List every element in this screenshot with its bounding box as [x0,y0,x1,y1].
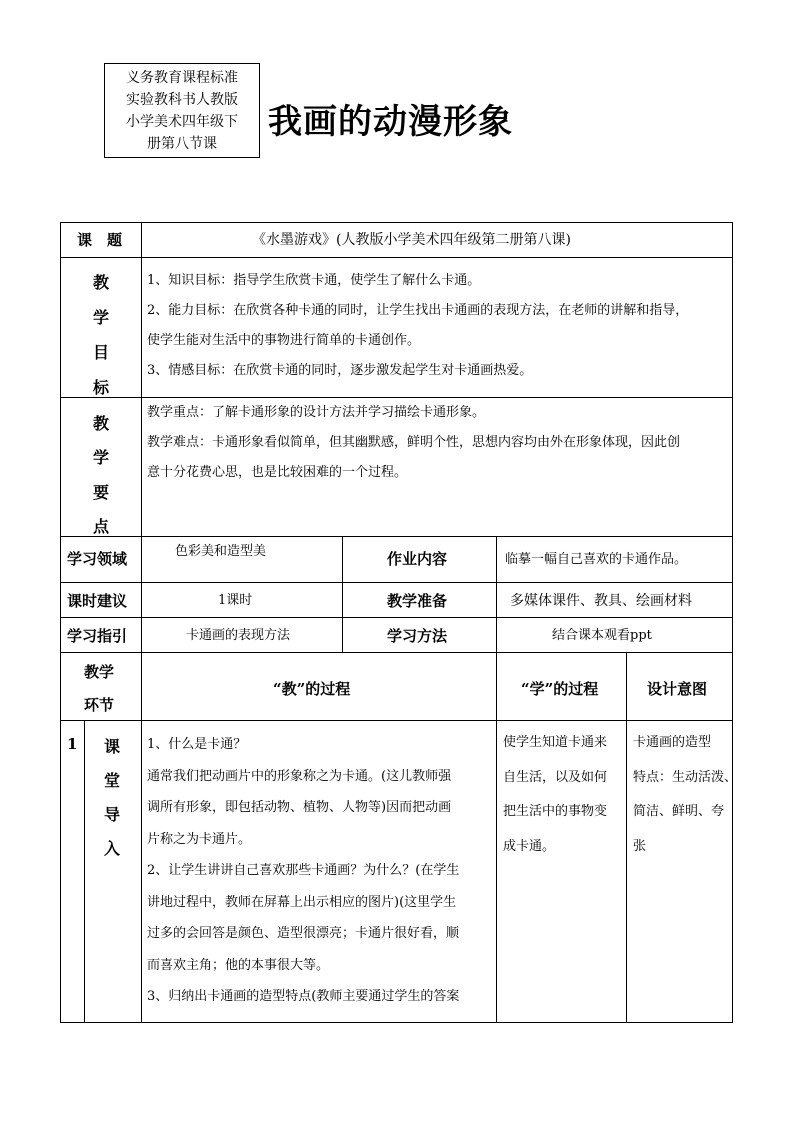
teach-line: 通常我们把动画片中的形象称之为卡通。(这儿教师强 [147,768,452,784]
course-info-line: 册第八节课 [147,136,217,152]
keypoint-line: 教学难点：卡通形象看似简单，但其幽默感，鲜明个性，思想内容均由外在形象体现，因此创 [147,435,681,450]
keypoint-line: 意十分花费心思，也是比较困难的一个过程。 [147,465,408,480]
homework-value: 临摹一幅自己喜欢的卡通作品。 [505,552,688,567]
hours-label: 课时建议 [67,592,128,610]
objective-line: 2、能力目标：在欣赏各种卡通的同时，让学生找出卡通画的表现方法，在老师的讲解和指导， [147,303,689,318]
teach-line: 过多的会回答是颜色、造型很漂亮；卡通片很好看，顺 [147,926,460,941]
course-info-line: 义务教育课程标准 [126,70,238,86]
course-info-line: 小学美术四年级下 [126,114,238,130]
teach-line: 2、让学生讲讲自己喜欢那些卡通画？为什么？(在学生 [147,863,460,878]
teach-line: 1、什么是卡通？ [147,737,247,752]
stage-name-char: 课 [103,737,120,756]
design-intent-text [633,726,737,864]
page-title: 我画的动漫形象 [268,102,513,142]
objectives-text [147,266,688,386]
objectives-label-char: 标 [92,378,109,397]
method-label: 学习方法 [387,627,448,645]
learn-line: 自生活，以及如何 [503,769,608,785]
objectives-label-char: 教 [92,273,109,292]
learn-line: 把生活中的事物变 [503,804,608,819]
homework-label: 作业内容 [387,550,448,568]
design-line: 卡通画的造型 [633,735,712,750]
method-value: 结合课本观看ppt [552,628,652,643]
col-design-header: 设计意图 [647,680,708,698]
domain-value: 色彩美和造型美 [175,544,267,559]
teach-line: 3、归纳出卡通画的造型特点(教师主要通过学生的答案 [147,989,460,1004]
course-info-box [104,63,260,158]
stage-name-char: 导 [103,805,120,824]
domain-label: 学习领域 [67,550,128,568]
keypoints-label-char: 点 [92,517,109,536]
objective-line: 使学生能对生活中的事物进行简单的卡通创作。 [147,333,421,348]
hours-value: 1课时 [218,593,253,608]
col-teach-header: “教”的过程 [273,680,351,698]
prep-label: 教学准备 [387,592,448,610]
teach-line: 而喜欢主角；他的本事很大等。 [147,957,330,973]
topic-value: 《水墨游戏》(人教版小学美术四年级第二册第八课) [252,232,571,248]
objective-line: 1、知识目标：指导学生欣赏卡通，使学生了解什么卡通。 [147,273,481,288]
col-stage-header: 教学 [84,663,115,681]
learn-process-text [503,726,607,864]
design-line: 简洁、鲜明、夸 [633,804,725,819]
keypoints-text [147,398,680,488]
learn-line: 成卡通。 [503,838,556,854]
design-line: 张 [633,838,647,854]
keypoints-label-char: 学 [92,448,109,467]
design-line: 特点：生动活泼、 [633,769,738,785]
objectives-label-char: 学 [92,308,109,327]
teach-process-text [147,729,459,1013]
learn-line: 使学生知道卡通来 [503,735,608,750]
guide-value: 卡通画的表现方法 [186,628,291,643]
keypoints-label-char: 要 [92,483,109,502]
keypoint-line: 教学重点：了解卡通形象的设计方法并学习描绘卡通形象。 [147,405,486,420]
topic-label: 课 题 [77,231,123,249]
prep-value: 多媒体课件、教具、绘画材料 [510,593,692,609]
stage-name-char: 堂 [103,771,120,790]
teach-line: 片称之为卡通片。 [147,831,252,847]
stage-number: 1 [67,735,78,753]
objectives-label-char: 目 [92,343,109,362]
col-stage-header: 环节 [84,696,115,714]
teach-line: 调所有形象，即包括动物、植物、人物等)因而把动画 [147,800,452,815]
objective-line: 3、情感目标：在欣赏卡通的同时，逐步激发起学生对卡通画热爱。 [147,363,533,378]
course-info-line: 实验教科书人教版 [126,92,238,108]
keypoints-label-char: 教 [92,414,109,433]
col-learn-header: “学”的过程 [521,680,599,698]
stage-name-char: 入 [103,839,120,858]
guide-label: 学习指引 [67,627,128,645]
teach-line: 讲地过程中，教师在屏幕上出示相应的图片)(这里学生 [147,894,457,910]
